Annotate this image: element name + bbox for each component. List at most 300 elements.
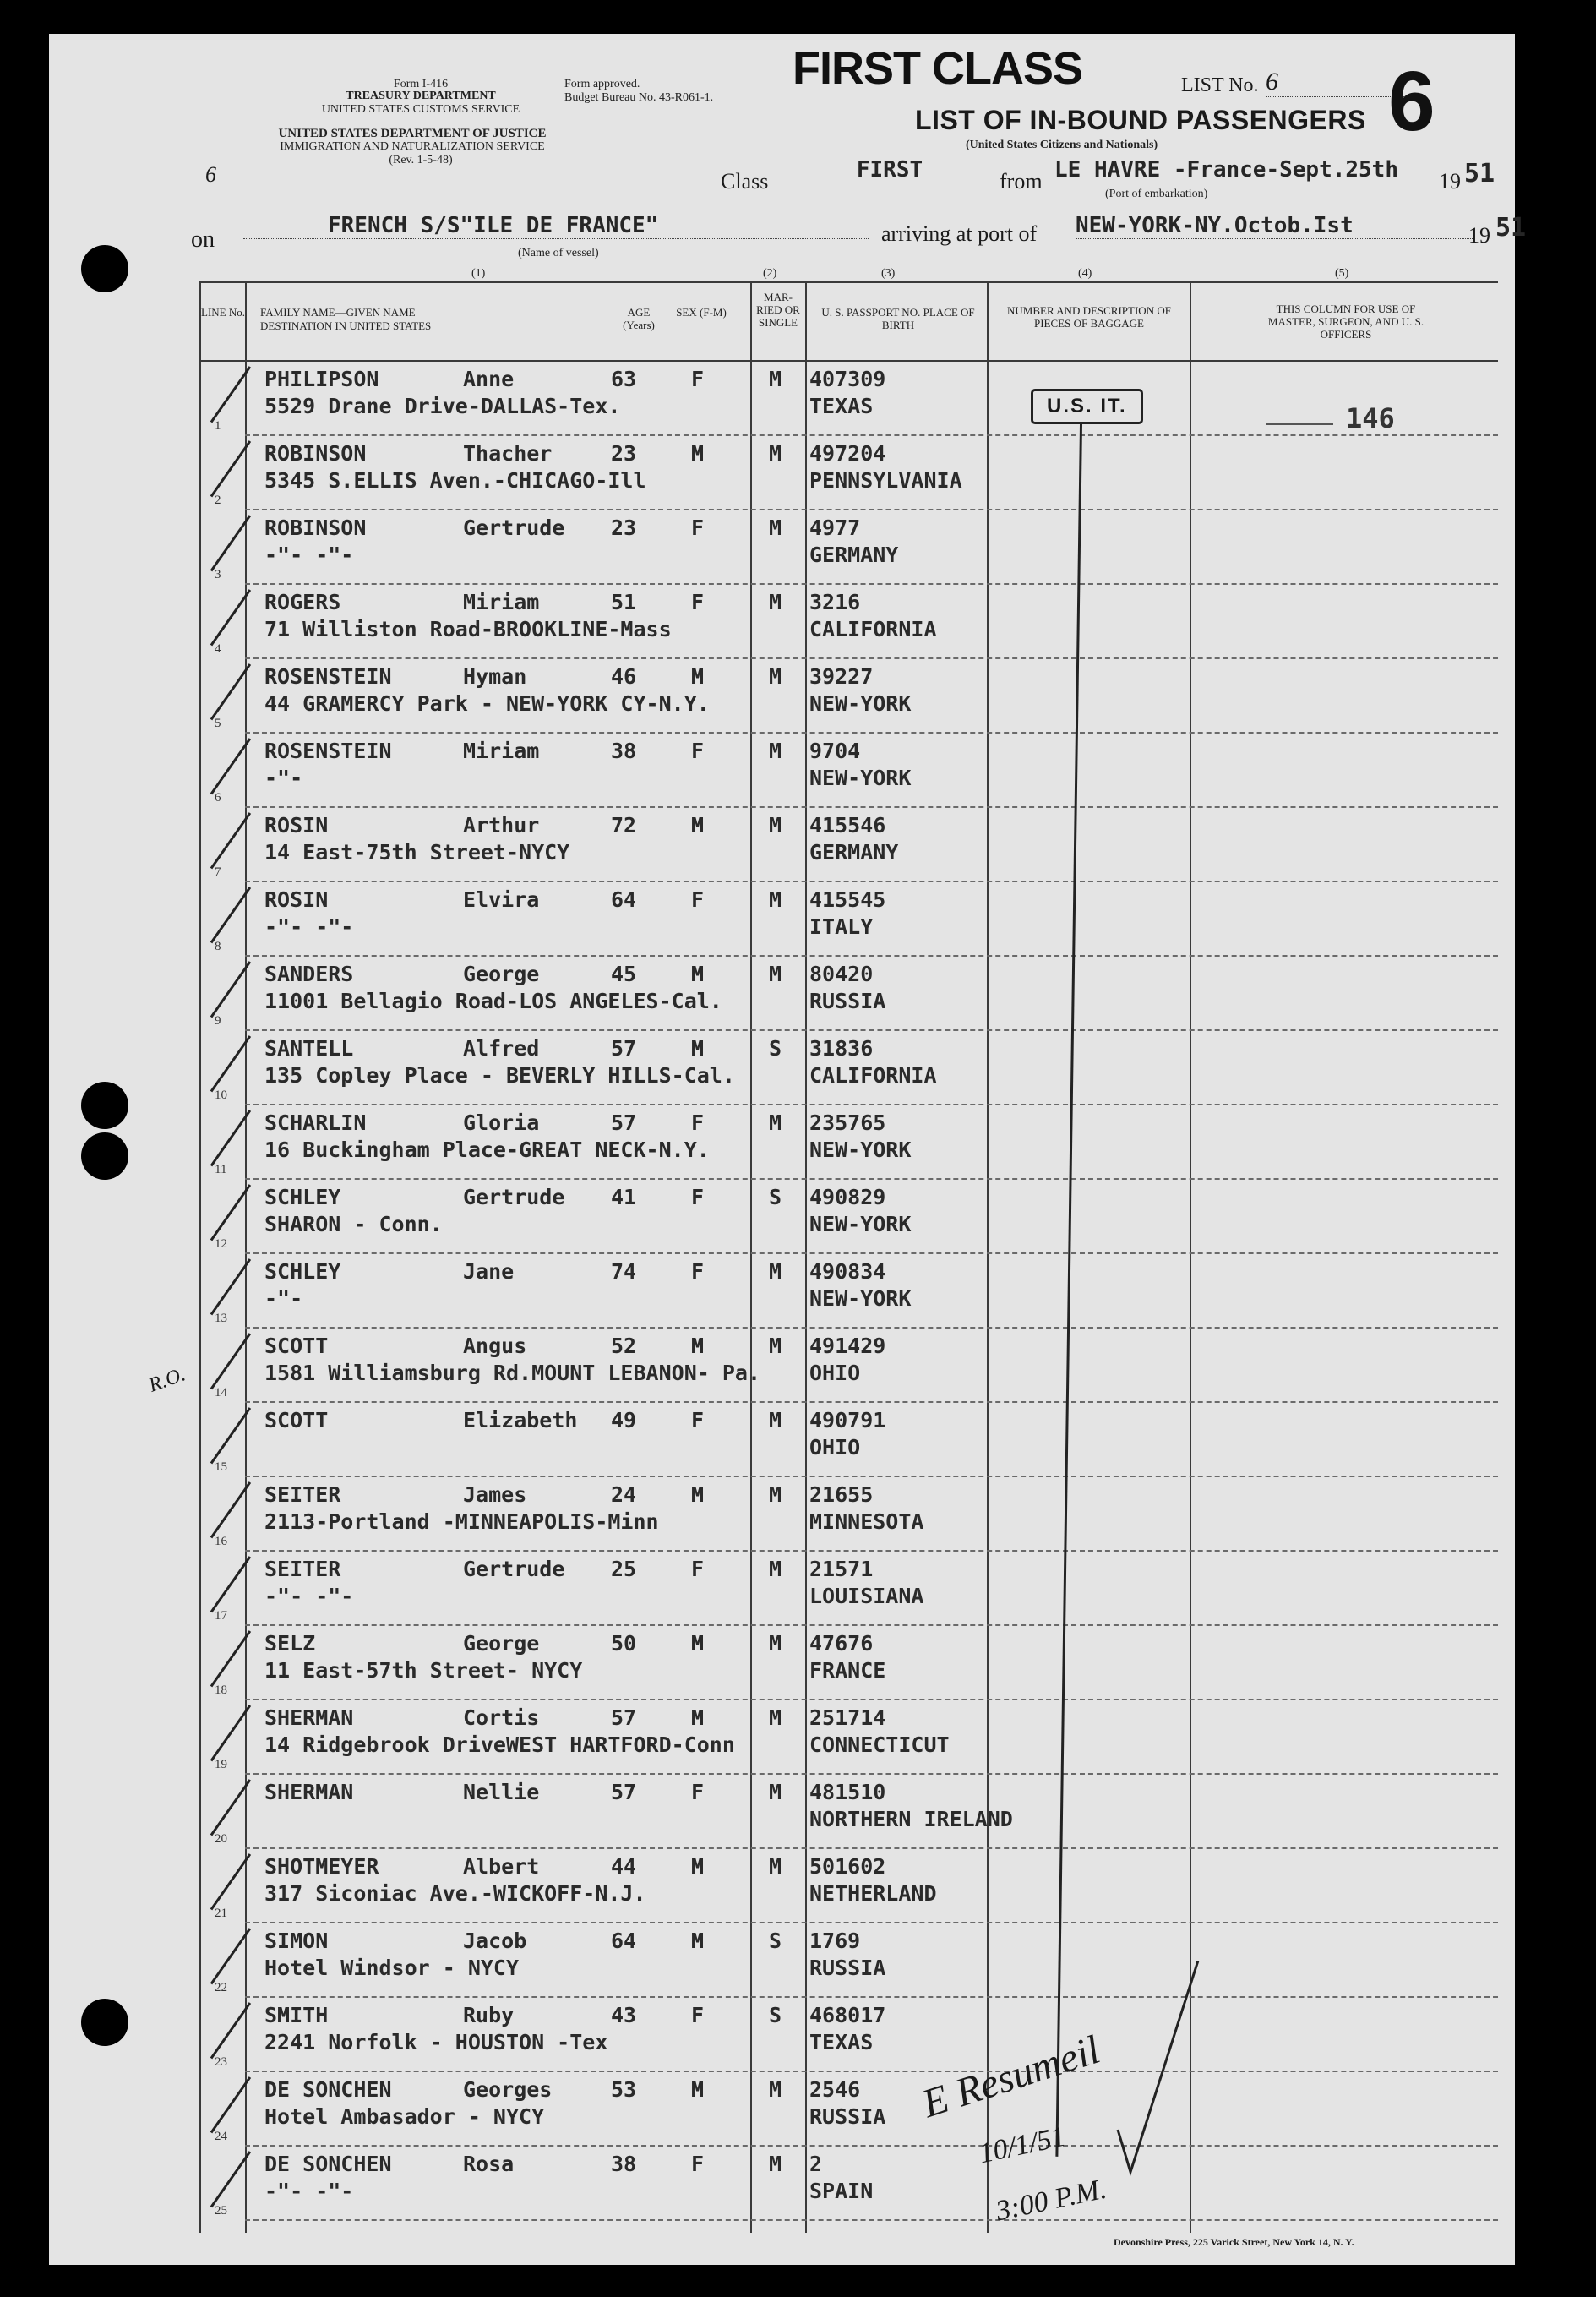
table-row bbox=[49, 1923, 1515, 1998]
given-name: Miriam bbox=[463, 739, 540, 763]
age: 23 bbox=[611, 516, 637, 540]
given-name: Alfred bbox=[463, 1036, 540, 1061]
table-row bbox=[49, 1849, 1515, 1923]
passport-number: 2546 bbox=[809, 2077, 861, 2102]
age: 46 bbox=[611, 664, 637, 689]
family-name: SANTELL bbox=[264, 1036, 354, 1061]
marital-status: M bbox=[769, 516, 782, 540]
family-name: DE SONCHEN bbox=[264, 2152, 392, 2176]
line-number: 23 bbox=[215, 2055, 227, 2069]
family-name: ROBINSON bbox=[264, 516, 367, 540]
passport-number: 2 bbox=[809, 2152, 823, 2176]
line-number: 15 bbox=[215, 1460, 227, 1474]
destination: 2241 Norfolk - HOUSTON -Tex bbox=[264, 2030, 608, 2054]
punch-hole-4 bbox=[81, 1999, 128, 2046]
passport-number: 4977 bbox=[809, 516, 861, 540]
place-of-birth: FRANCE bbox=[809, 1658, 886, 1683]
table-row bbox=[49, 1105, 1515, 1180]
place-of-birth: NORTHERN IRELAND bbox=[809, 1807, 1013, 1831]
officer-dash bbox=[1266, 423, 1333, 425]
age: 49 bbox=[611, 1408, 637, 1432]
place-of-birth: GERMANY bbox=[809, 840, 899, 865]
header-baggage: NUMBER AND DESCRIPTION OF PIECES OF BAGGAGE bbox=[1007, 304, 1171, 330]
passport-number: 501602 bbox=[809, 1854, 886, 1879]
line-number: 7 bbox=[215, 865, 221, 879]
passport-number: 31836 bbox=[809, 1036, 874, 1061]
check-mark bbox=[210, 1779, 251, 1836]
sex: F bbox=[691, 367, 705, 391]
passport-number: 468017 bbox=[809, 2003, 886, 2027]
sex: M bbox=[691, 1631, 705, 1656]
passport-number: 415546 bbox=[809, 813, 886, 838]
given-name: Ruby bbox=[463, 2003, 515, 2027]
table-row bbox=[49, 1180, 1515, 1254]
line-number: 11 bbox=[215, 1163, 227, 1176]
family-name: PHILIPSON bbox=[264, 367, 379, 391]
line-number: 4 bbox=[215, 642, 221, 656]
given-name: Elizabeth bbox=[463, 1408, 578, 1432]
given-name: Gertrude bbox=[463, 1557, 565, 1581]
year2-prefix: 19 bbox=[1468, 223, 1490, 248]
check-mark bbox=[210, 887, 251, 943]
marital-status: M bbox=[769, 2152, 782, 2176]
place-of-birth: RUSSIA bbox=[809, 1956, 886, 1980]
place-of-birth: CALIFORNIA bbox=[809, 617, 937, 641]
header-sex: SEX (F-M) bbox=[676, 306, 727, 319]
class-label: Class bbox=[721, 169, 769, 194]
line-number: 18 bbox=[215, 1683, 227, 1697]
destination: 16 Buckingham Place-GREAT NECK-N.Y. bbox=[264, 1138, 710, 1162]
family-name: SELZ bbox=[264, 1631, 316, 1656]
marital-status: M bbox=[769, 367, 782, 391]
place-of-birth: RUSSIA bbox=[809, 989, 886, 1013]
place-of-birth: CONNECTICUT bbox=[809, 1732, 950, 1757]
list-no-label: LIST No. bbox=[1181, 74, 1259, 96]
sex: M bbox=[691, 1036, 705, 1061]
family-name: SEITER bbox=[264, 1557, 341, 1581]
sex: F bbox=[691, 887, 705, 912]
form-approved: Form approved. bbox=[564, 78, 640, 90]
sex: F bbox=[691, 1408, 705, 1432]
age: 43 bbox=[611, 2003, 637, 2027]
family-name: SEITER bbox=[264, 1482, 341, 1507]
age: 64 bbox=[611, 1929, 637, 1953]
passport-number: 407309 bbox=[809, 367, 886, 391]
marital-status: M bbox=[769, 2077, 782, 2102]
passport-number: 1769 bbox=[809, 1929, 861, 1953]
age: 45 bbox=[611, 962, 637, 986]
age: 57 bbox=[611, 1036, 637, 1061]
first-class-stamp: FIRST CLASS bbox=[793, 43, 1083, 94]
us-it-stamp: U.S. IT. bbox=[1031, 389, 1143, 424]
passport-number: 251714 bbox=[809, 1705, 886, 1730]
line-number: 19 bbox=[215, 1758, 227, 1771]
passport-number: 21571 bbox=[809, 1557, 874, 1581]
class-value: FIRST bbox=[788, 157, 991, 183]
line-number: 14 bbox=[215, 1386, 227, 1399]
check-mark bbox=[210, 2151, 251, 2207]
age: 38 bbox=[611, 2152, 637, 2176]
header-line-no: LINE No. bbox=[201, 306, 245, 319]
passport-number: 47676 bbox=[809, 1631, 874, 1656]
form-number: Form I-416 bbox=[393, 78, 449, 90]
check-mark bbox=[210, 1705, 251, 1761]
sex: M bbox=[691, 1929, 705, 1953]
sex: M bbox=[691, 962, 705, 986]
marital-status: M bbox=[769, 739, 782, 763]
header-destination: DESTINATION IN UNITED STATES bbox=[260, 319, 432, 332]
line-number: 24 bbox=[215, 2130, 227, 2143]
table-row bbox=[49, 1998, 1515, 2072]
check-mark bbox=[210, 366, 251, 423]
line-number: 1 bbox=[215, 419, 221, 433]
given-name: Thacher bbox=[463, 441, 553, 466]
family-name: SHERMAN bbox=[264, 1705, 354, 1730]
vessel-caption: (Name of vessel) bbox=[518, 247, 599, 259]
table-row bbox=[49, 1700, 1515, 1775]
on-label: on bbox=[191, 226, 215, 253]
header-age: AGE (Years) bbox=[623, 306, 655, 331]
table-row bbox=[49, 1477, 1515, 1552]
family-name: ROGERS bbox=[264, 590, 341, 614]
table-row bbox=[49, 1775, 1515, 1849]
marital-status: M bbox=[769, 887, 782, 912]
destination: 44 GRAMERCY Park - NEW-YORK CY-N.Y. bbox=[264, 691, 710, 716]
destination: 2113-Portland -MINNEAPOLIS-Minn bbox=[264, 1509, 659, 1534]
punch-hole-2 bbox=[81, 1082, 128, 1129]
place-of-birth: LOUISIANA bbox=[809, 1584, 924, 1608]
budget-bureau: Budget Bureau No. 43-R061-1. bbox=[564, 91, 714, 104]
passport-number: 497204 bbox=[809, 441, 886, 466]
place-of-birth: NEW-YORK bbox=[809, 766, 912, 790]
place-of-birth: TEXAS bbox=[809, 2030, 874, 2054]
family-name: ROSENSTEIN bbox=[264, 739, 392, 763]
sex: M bbox=[691, 1854, 705, 1879]
header-married: MAR-RIED OR SINGLE bbox=[756, 291, 800, 329]
given-name: Cortis bbox=[463, 1705, 540, 1730]
given-name: James bbox=[463, 1482, 527, 1507]
col-num-3: (3) bbox=[881, 267, 896, 280]
age: 74 bbox=[611, 1259, 637, 1284]
check-mark bbox=[210, 1035, 251, 1092]
table-row bbox=[49, 882, 1515, 957]
age: 57 bbox=[611, 1110, 637, 1135]
passport-number: 481510 bbox=[809, 1780, 886, 1804]
given-name: Jacob bbox=[463, 1929, 527, 1953]
place-of-birth: PENNSYLVANIA bbox=[809, 468, 962, 493]
printer-credit: Devonshire Press, 225 Varick Street, New York 14, N. Y. bbox=[1114, 2236, 1354, 2248]
check-mark bbox=[210, 1333, 251, 1389]
arriving-label: arriving at port of bbox=[881, 221, 1038, 246]
age: 64 bbox=[611, 887, 637, 912]
check-mark bbox=[210, 1928, 251, 1984]
passport-number: 3216 bbox=[809, 590, 861, 614]
inspector-signature: E Resumeil bbox=[917, 2027, 1106, 2127]
place-of-birth: NEW-YORK bbox=[809, 691, 912, 716]
marital-status: M bbox=[769, 1854, 782, 1879]
passport-number: 9704 bbox=[809, 739, 861, 763]
given-name: George bbox=[463, 1631, 540, 1656]
table-row bbox=[49, 2072, 1515, 2147]
destination: -"- bbox=[264, 766, 303, 790]
given-name: Nellie bbox=[463, 1780, 540, 1804]
marital-status: M bbox=[769, 441, 782, 466]
sex: M bbox=[691, 1482, 705, 1507]
destination: 135 Copley Place - BEVERLY HILLS-Cal. bbox=[264, 1063, 735, 1088]
arrival-port: NEW-YORK-NY.Octob.Ist bbox=[1076, 213, 1473, 239]
table-row bbox=[49, 1031, 1515, 1105]
family-name: ROSIN bbox=[264, 813, 329, 838]
marital-status: M bbox=[769, 1334, 782, 1358]
destination: 11001 Bellagio Road-LOS ANGELES-Cal. bbox=[264, 989, 722, 1013]
table-top-rule bbox=[199, 281, 1498, 283]
line-number: 5 bbox=[215, 717, 221, 730]
place-of-birth: OHIO bbox=[809, 1361, 861, 1385]
passport-number: 415545 bbox=[809, 887, 886, 912]
line-number: 22 bbox=[215, 1981, 227, 1994]
signature-time: 3:00 P.M. bbox=[993, 2173, 1109, 2228]
given-name: Albert bbox=[463, 1854, 540, 1879]
age: 63 bbox=[611, 367, 637, 391]
line-number: 17 bbox=[215, 1609, 227, 1623]
passport-number: 39227 bbox=[809, 664, 874, 689]
given-name: Anne bbox=[463, 367, 515, 391]
corner-handwritten-mark: 6 bbox=[205, 162, 216, 187]
place-of-birth: OHIO bbox=[809, 1435, 861, 1459]
treasury-label: TREASURY DEPARTMENT bbox=[346, 90, 496, 102]
line-number: 8 bbox=[215, 940, 221, 953]
given-name: Angus bbox=[463, 1334, 527, 1358]
family-name: SCOTT bbox=[264, 1334, 329, 1358]
marital-status: M bbox=[769, 1110, 782, 1135]
family-name: SHERMAN bbox=[264, 1780, 354, 1804]
check-mark bbox=[210, 1630, 251, 1687]
check-mark bbox=[210, 1481, 251, 1538]
sex: M bbox=[691, 1334, 705, 1358]
family-name: SCHLEY bbox=[264, 1259, 341, 1284]
destination: 14 East-75th Street-NYCY bbox=[264, 840, 570, 865]
marital-status: M bbox=[769, 1780, 782, 1804]
document-subtitle: (United States Citizens and Nationals) bbox=[966, 139, 1158, 151]
marital-status: M bbox=[769, 1259, 782, 1284]
line-number: 9 bbox=[215, 1014, 221, 1028]
destination: -"- -"- bbox=[264, 1584, 354, 1608]
family-name: SCHARLIN bbox=[264, 1110, 367, 1135]
place-of-birth: NEW-YORK bbox=[809, 1286, 912, 1311]
marital-status: M bbox=[769, 1557, 782, 1581]
given-name: Jane bbox=[463, 1259, 515, 1284]
destination: Hotel Ambasador - NYCY bbox=[264, 2104, 545, 2129]
age: 24 bbox=[611, 1482, 637, 1507]
marital-status: M bbox=[769, 1482, 782, 1507]
list-no-value: 6 bbox=[1266, 68, 1418, 97]
age: 38 bbox=[611, 739, 637, 763]
destination: 1581 Williamsburg Rd.MOUNT LEBANON- Pa. bbox=[264, 1361, 760, 1385]
sex: F bbox=[691, 1259, 705, 1284]
table-row bbox=[49, 734, 1515, 808]
header-family-name: FAMILY NAME—GIVEN NAME bbox=[260, 306, 416, 319]
sex: F bbox=[691, 516, 705, 540]
table-row bbox=[49, 1403, 1515, 1477]
family-name: SANDERS bbox=[264, 962, 354, 986]
line-number: 25 bbox=[215, 2204, 227, 2218]
line-number: 6 bbox=[215, 791, 221, 805]
place-of-birth: RUSSIA bbox=[809, 2104, 886, 2129]
place-of-birth: ITALY bbox=[809, 914, 874, 939]
family-name: ROSENSTEIN bbox=[264, 664, 392, 689]
marital-status: M bbox=[769, 664, 782, 689]
table-row bbox=[49, 1254, 1515, 1329]
destination: -"- bbox=[264, 1286, 303, 1311]
place-of-birth: MINNESOTA bbox=[809, 1509, 924, 1534]
passport-number: 491429 bbox=[809, 1334, 886, 1358]
age: 44 bbox=[611, 1854, 637, 1879]
punch-hole-3 bbox=[81, 1132, 128, 1180]
age: 57 bbox=[611, 1780, 637, 1804]
check-mark bbox=[210, 589, 251, 646]
age: 52 bbox=[611, 1334, 637, 1358]
check-mark bbox=[210, 1258, 251, 1315]
table-row bbox=[49, 510, 1515, 585]
age: 72 bbox=[611, 813, 637, 838]
sex: M bbox=[691, 813, 705, 838]
age: 50 bbox=[611, 1631, 637, 1656]
check-mark bbox=[210, 961, 251, 1018]
year1-suffix: 51 bbox=[1464, 159, 1495, 188]
destination: SHARON - Conn. bbox=[264, 1212, 443, 1236]
family-name: SHOTMEYER bbox=[264, 1854, 379, 1879]
margin-initials: R.O. bbox=[145, 1363, 188, 1397]
manifest-page bbox=[49, 34, 1527, 2265]
marital-status: M bbox=[769, 1408, 782, 1432]
check-mark bbox=[210, 1110, 251, 1166]
customs-label: UNITED STATES CUSTOMS SERVICE bbox=[321, 103, 520, 116]
punch-hole-1 bbox=[81, 245, 128, 292]
destination: 5529 Drane Drive-DALLAS-Tex. bbox=[264, 394, 621, 418]
given-name: Elvira bbox=[463, 887, 540, 912]
place-of-birth: NETHERLAND bbox=[809, 1881, 937, 1906]
sex: F bbox=[691, 1185, 705, 1209]
sex: M bbox=[691, 2077, 705, 2102]
age: 57 bbox=[611, 1705, 637, 1730]
header-officers: THIS COLUMN FOR USE OF MASTER, SURGEON, AND U. S. OFFICERS bbox=[1267, 303, 1424, 341]
line-number: 10 bbox=[215, 1088, 227, 1102]
col-num-4: (4) bbox=[1078, 267, 1092, 280]
destination: -"- -"- bbox=[264, 543, 354, 567]
given-name: Gertrude bbox=[463, 516, 565, 540]
given-name: Georges bbox=[463, 2077, 553, 2102]
col-num-1: (1) bbox=[471, 267, 486, 280]
line-number: 12 bbox=[215, 1237, 227, 1251]
check-mark bbox=[210, 1407, 251, 1464]
revision-label: (Rev. 1-5-48) bbox=[389, 154, 453, 166]
check-mark bbox=[210, 440, 251, 497]
age: 51 bbox=[611, 590, 637, 614]
destination: 71 Williston Road-BROOKLINE-Mass bbox=[264, 617, 672, 641]
vessel-name: FRENCH S/S"ILE DE FRANCE" bbox=[243, 213, 869, 239]
from-value: LE HAVRE -France-Sept.25th bbox=[1054, 157, 1468, 183]
header-passport: U. S. PASSPORT NO. PLACE OF BIRTH bbox=[821, 306, 975, 331]
marital-status: M bbox=[769, 590, 782, 614]
destination: 11 East-57th Street- NYCY bbox=[264, 1658, 583, 1683]
marital-status: M bbox=[769, 1705, 782, 1730]
family-name: ROBINSON bbox=[264, 441, 367, 466]
given-name: Gertrude bbox=[463, 1185, 565, 1209]
destination: -"- -"- bbox=[264, 914, 354, 939]
place-of-birth: NEW-YORK bbox=[809, 1138, 912, 1162]
line-number: 2 bbox=[215, 494, 221, 507]
sex: F bbox=[691, 1557, 705, 1581]
table-row bbox=[49, 2147, 1515, 2221]
year1-prefix: 19 bbox=[1439, 169, 1461, 194]
given-name: George bbox=[463, 962, 540, 986]
line-number: 21 bbox=[215, 1907, 227, 1920]
row-divider bbox=[245, 2219, 1498, 2221]
check-mark bbox=[210, 663, 251, 720]
line-number: 16 bbox=[215, 1535, 227, 1548]
sex: F bbox=[691, 739, 705, 763]
destination: 14 Ridgebrook DriveWEST HARTFORD-Conn bbox=[264, 1732, 735, 1757]
check-mark bbox=[210, 738, 251, 794]
place-of-birth: GERMANY bbox=[809, 543, 899, 567]
table-row bbox=[49, 659, 1515, 734]
sex: F bbox=[691, 590, 705, 614]
check-mark bbox=[210, 1184, 251, 1241]
family-name: SCHLEY bbox=[264, 1185, 341, 1209]
port-embark-caption: (Port of embarkation) bbox=[1105, 188, 1208, 200]
destination: Hotel Windsor - NYCY bbox=[264, 1956, 520, 1980]
document-title: LIST OF IN-BOUND PASSENGERS bbox=[915, 105, 1366, 135]
table-row bbox=[49, 436, 1515, 510]
marital-status: M bbox=[769, 962, 782, 986]
big-list-number: 6 bbox=[1388, 54, 1435, 149]
passport-number: 21655 bbox=[809, 1482, 874, 1507]
destination: 317 Siconiac Ave.-WICKOFF-N.J. bbox=[264, 1881, 646, 1906]
marital-status: S bbox=[769, 1929, 782, 1953]
table-row bbox=[49, 1329, 1515, 1403]
sex: M bbox=[691, 1705, 705, 1730]
table-row bbox=[49, 808, 1515, 882]
age: 23 bbox=[611, 441, 637, 466]
ins-label: IMMIGRATION AND NATURALIZATION SERVICE bbox=[280, 140, 545, 153]
col-num-5: (5) bbox=[1335, 267, 1349, 280]
family-name: DE SONCHEN bbox=[264, 2077, 392, 2102]
check-mark bbox=[210, 515, 251, 571]
passport-number: 235765 bbox=[809, 1110, 886, 1135]
table-row bbox=[49, 1626, 1515, 1700]
signature-date: 10/1/51 bbox=[976, 2120, 1069, 2170]
family-name: ROSIN bbox=[264, 887, 329, 912]
place-of-birth: TEXAS bbox=[809, 394, 874, 418]
marital-status: S bbox=[769, 2003, 782, 2027]
col-num-2: (2) bbox=[763, 267, 777, 280]
family-name: SCOTT bbox=[264, 1408, 329, 1432]
age: 25 bbox=[611, 1557, 637, 1581]
given-name: Hyman bbox=[463, 664, 527, 689]
destination: -"- -"- bbox=[264, 2179, 354, 2203]
check-mark bbox=[210, 812, 251, 869]
check-mark bbox=[210, 1853, 251, 1910]
marital-status: M bbox=[769, 1631, 782, 1656]
officer-count: 146 bbox=[1346, 402, 1395, 434]
sex: F bbox=[691, 1110, 705, 1135]
place-of-birth: CALIFORNIA bbox=[809, 1063, 937, 1088]
marital-status: M bbox=[769, 813, 782, 838]
passport-number: 490791 bbox=[809, 1408, 886, 1432]
check-mark bbox=[210, 1556, 251, 1612]
check-mark bbox=[210, 2076, 251, 2133]
place-of-birth: NEW-YORK bbox=[809, 1212, 912, 1236]
